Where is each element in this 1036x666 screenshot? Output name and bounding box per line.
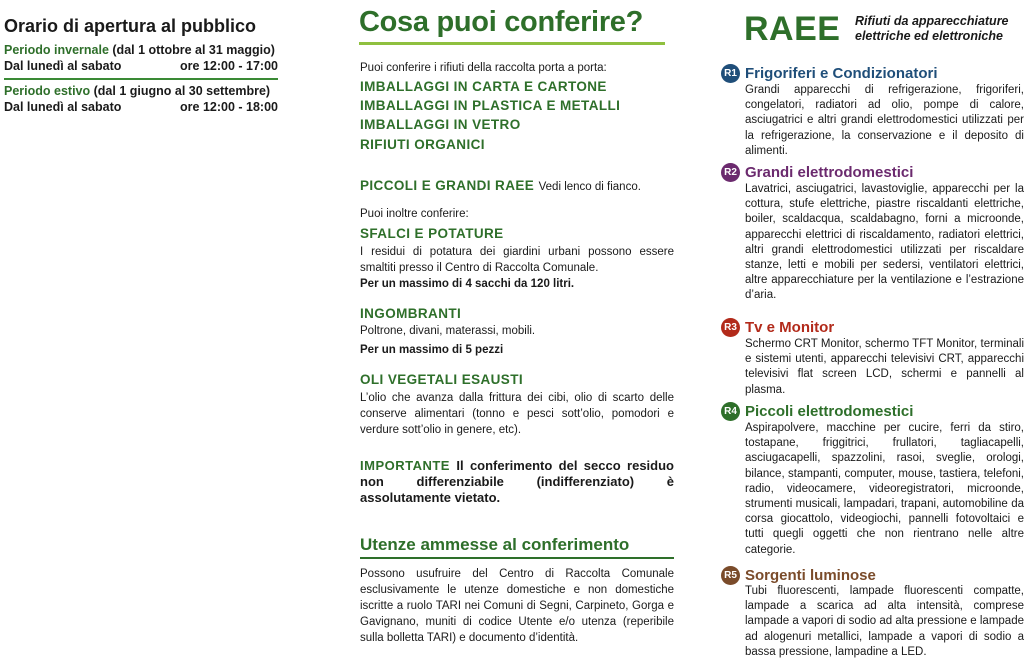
- raee-reference: [360, 177, 641, 195]
- importante-text: Il conferimento del secco residuo non differenziabile (indifferenziato) è assolutamente vietato.: [360, 458, 674, 505]
- sfalci-limit: Per un massimo di 4 sacchi da 120 litri.: [360, 278, 575, 290]
- r3-title: Tv e Monitor: [745, 319, 835, 336]
- raee-subtitle-line2: elettriche ed elettroniche: [855, 29, 1003, 43]
- waste-item: IMBALLAGGI IN CARTA E CARTONE: [360, 79, 607, 94]
- r4-badge-icon: R4: [721, 402, 740, 421]
- winter-days: Dal lunedì al sabato: [4, 59, 122, 73]
- hours-title: Orario di apertura al pubblico: [4, 16, 257, 36]
- ingombranti-text: Poltrone, divani, materassi, mobili.: [360, 325, 536, 337]
- r5-text: Tubi fluorescenti, lampade fluorescenti compatte, lampade a scarica ad alta intensità, comprese lampade a vapori di sodio ad alta pressione e lampade ad alogenuri metallici, lampade a vapori di sodio a bassa pressione, lampadine a LED.: [745, 585, 1024, 658]
- waste-item: IMBALLAGGI IN PLASTICA E METALLI: [360, 98, 621, 113]
- sfalci-title: SFALCI E POTATURE: [360, 226, 504, 241]
- importante-note: [360, 458, 674, 506]
- winter-hours-row: [4, 59, 278, 73]
- conferire-title-underline: [359, 42, 665, 45]
- summer-period-label: Periodo estivo: [4, 84, 91, 98]
- conferire-title: Cosa puoi conferire?: [359, 6, 644, 38]
- winter-period-range: (dal 1 ottobre al 31 maggio): [112, 43, 275, 57]
- r3-badge-icon: R3: [721, 318, 740, 337]
- ingombranti-limit: Per un massimo di 5 pezzi: [360, 344, 504, 356]
- r4-title: Piccoli elettrodomestici: [745, 403, 914, 420]
- winter-period: [4, 43, 278, 57]
- hours-divider: [4, 78, 278, 80]
- r3-text: Schermo CRT Monitor, schermo TFT Monitor, terminali e sistemi utenti, apparecchi televisivi CRT, apparecchi televisivi flat screen LCD, schermi e pannelli al plasma.: [745, 338, 1024, 396]
- summer-time: ore 12:00 - 18:00: [180, 100, 278, 114]
- inoltre-label: Puoi inoltre conferire:: [360, 208, 469, 220]
- r5-badge-icon: R5: [721, 566, 740, 585]
- raee-subtitle: [855, 14, 1009, 44]
- r4-text: Aspirapolvere, macchine per cucire, ferri da stiro, tostapane, friggitrici, frullatori, tagliacapelli, asciugacapelli, spazzolini, rasoi, sveglie, orologi, bilance, stampanti, computer, mouse, tastiera, telefoni, radio, videocamere, videoregistratori, microonde, strumenti musicali, lampadari, trapani, automobiline da corsa giocattolo, videogiochi, pannelli fotovoltaici e tutti quegli oggetti che non rientrano nelle altre categorie.: [745, 422, 1024, 556]
- r2-text: Lavatrici, asciugatrici, lavastoviglie, apparecchi per la cottura, stufe elettriche, piastre riscaldanti elettriche, boiler, scaldacqua, scaldabagno, forni a microonde, apparecchi elettrici di riscaldamento, radiatori elettrici, altri grandi elettrodomestici utilizzati per riscaldare stanze, letti e mobili per sedersi, ventilatori elettrici, altre apparecchiature per la ventilazione e l’estrazione d’aria.: [745, 183, 1024, 302]
- raee-title: RAEE: [744, 10, 841, 48]
- summer-hours-row: [4, 100, 278, 114]
- conferire-intro: Puoi conferire i rifiuti della raccolta porta a porta:: [360, 62, 607, 74]
- utenze-text: Possono usufruire del Centro di Raccolta Comunale esclusivamente le utenze domestiche e non domestiche iscritte a ruolo TARI nei Comuni di Segni, Carpineto, Gorga e Gavignano, muniti di codice Utente e/o utenza (reperibile sulla bolletta TARI) e documento d’identità.: [360, 568, 674, 644]
- r5-title: Sorgenti luminose: [745, 567, 876, 584]
- r2-badge-icon: R2: [721, 163, 740, 182]
- raee-reference-note: Vedi lenco di fianco.: [538, 181, 641, 193]
- utenze-underline: [360, 557, 674, 559]
- raee-subtitle-line1: Rifiuti da apparecchiature: [855, 14, 1009, 28]
- waste-item: IMBALLAGGI IN VETRO: [360, 117, 521, 132]
- oli-text: L’olio che avanza dalla frittura dei cibi, olio di scarto delle conserve alimentari (tonno e pesci sott’olio, pomodori e verdure sott’olio in genere, etc).: [360, 392, 674, 436]
- ingombranti-title: INGOMBRANTI: [360, 306, 462, 321]
- summer-days: Dal lunedì al sabato: [4, 100, 122, 114]
- r1-badge-icon: R1: [721, 64, 740, 83]
- waste-item: RIFIUTI ORGANICI: [360, 137, 485, 152]
- sfalci-text: I residui di potatura dei giardini urbani possono essere smaltiti presso il Centro di Raccolta Comunale.: [360, 246, 674, 274]
- raee-reference-label: PICCOLI E GRANDI RAEE: [360, 178, 535, 193]
- importante-key: IMPORTANTE: [360, 458, 450, 473]
- utenze-title: Utenze ammesse al conferimento: [360, 535, 630, 554]
- r2-title: Grandi elettrodomestici: [745, 164, 914, 181]
- winter-time: ore 12:00 - 17:00: [180, 59, 278, 73]
- r1-text: Grandi apparecchi di refrigerazione, frigoriferi, congelatori, radiatori ad olio, pompe di calore, asciugatrici e altri grandi elettrodomestici utilizzati per la refrigerazione, la conservazione e il deposito di alimenti.: [745, 84, 1024, 157]
- winter-period-label: Periodo invernale: [4, 43, 109, 57]
- r1-title: Frigoriferi e Condizionatori: [745, 65, 938, 82]
- oli-title: OLI VEGETALI ESAUSTI: [360, 372, 524, 387]
- summer-period-range: (dal 1 giugno al 30 settembre): [93, 84, 271, 98]
- summer-period: [4, 84, 278, 98]
